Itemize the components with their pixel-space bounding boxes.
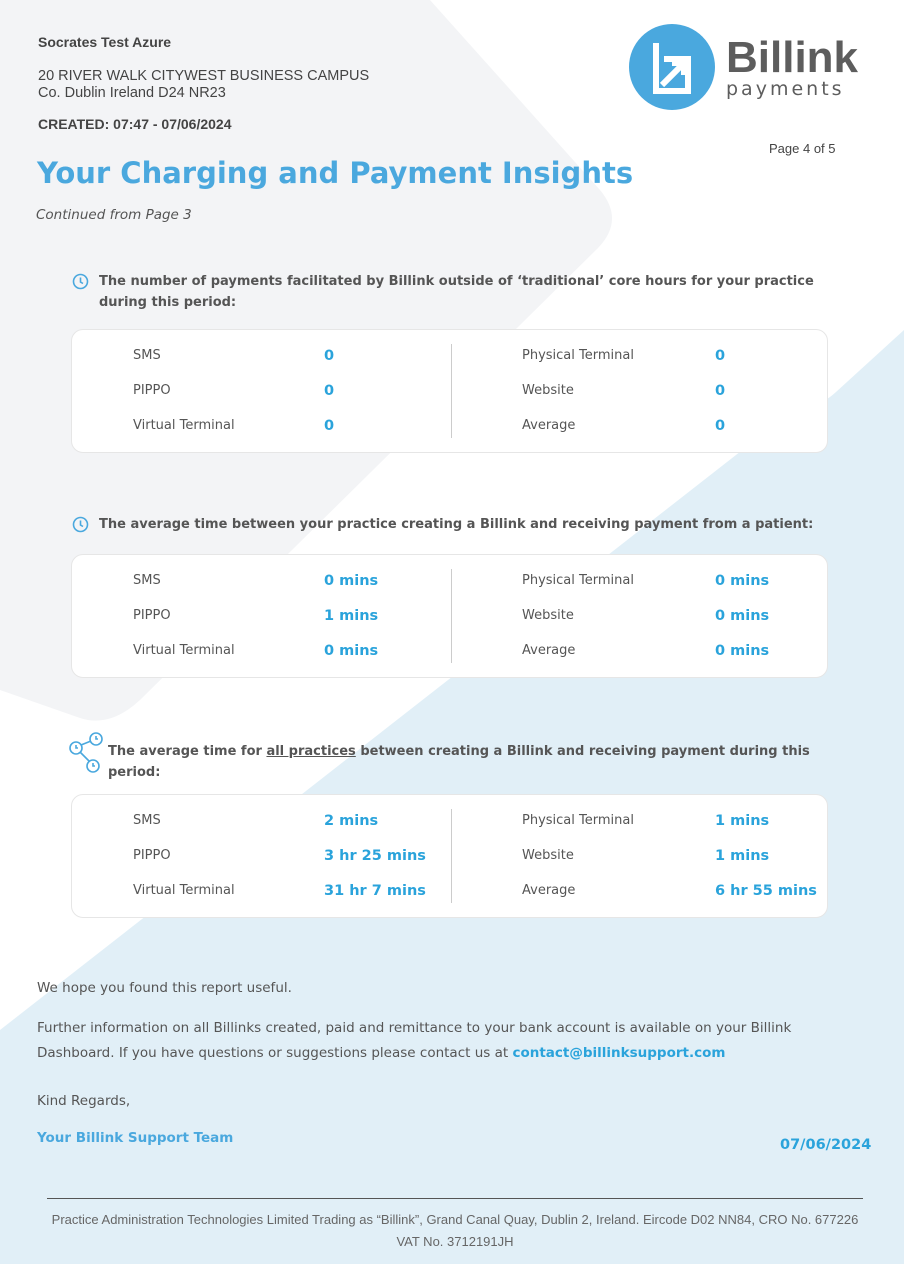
stats-card-2: [71, 554, 828, 678]
stat-value: 1 mins: [715, 848, 770, 864]
section-3-question: [68, 739, 828, 783]
clock-icon: [72, 516, 89, 533]
stat-label: Physical Terminal: [522, 573, 634, 588]
question-text: The number of payments facilitated by Billink outside of ‘traditional’ core hours for your practice during this period:: [99, 274, 814, 310]
stat-label: Average: [522, 883, 576, 898]
created-date: CREATED: 07:47 - 07/06/2024: [38, 116, 232, 132]
stat-label: SMS: [133, 573, 161, 588]
footer: Practice Administration Technologies Limited Trading as “Billink”, Grand Canal Quay, Dublin 2, Ireland. Eircode D02 NN84, CRO No. 677226 VAT No. 3712191JH: [47, 1198, 863, 1253]
stat-value: 3 hr 25 mins: [324, 848, 426, 864]
section-2-question: [72, 514, 832, 535]
stat-label: Website: [522, 848, 574, 863]
stat-label: Website: [522, 608, 574, 623]
stat-value: 0: [324, 418, 335, 434]
stat-label: Physical Terminal: [522, 813, 634, 828]
closing-info: Further information on all Billinks created, paid and remittance to your bank account is available on your Billink Dashboard. If you have questions or suggestions please contact us at contact@billinksupport.com: [37, 1020, 792, 1061]
stat-label: Average: [522, 643, 576, 658]
column-divider: [451, 809, 452, 903]
column-divider: [451, 569, 452, 663]
stat-label: SMS: [133, 348, 161, 363]
stat-label: PIPPO: [133, 848, 171, 863]
signature-date: 07/06/2024: [780, 1137, 872, 1153]
stat-label: Virtual Terminal: [133, 418, 235, 433]
logo-text: Billink: [726, 32, 859, 82]
stat-label: PIPPO: [133, 608, 171, 623]
column-divider: [451, 344, 452, 438]
stat-value: 0: [715, 348, 726, 364]
stat-label: Website: [522, 383, 574, 398]
question-text: The average time between your practice creating a Billink and receiving payment from a patient:: [99, 517, 814, 532]
company-name: Socrates Test Azure: [38, 34, 172, 50]
continued-note: Continued from Page 3: [36, 207, 192, 223]
stat-value: 0 mins: [324, 643, 379, 659]
address-line-2: Co. Dublin Ireland D24 NR23: [38, 85, 226, 101]
stat-value: 0: [715, 383, 726, 399]
page-title: Your Charging and Payment Insights: [37, 156, 634, 190]
stat-value: 31 hr 7 mins: [324, 883, 426, 899]
stat-value: 0: [324, 383, 335, 399]
stat-label: Average: [522, 418, 576, 433]
stat-value: 0 mins: [715, 643, 770, 659]
kind-regards: Kind Regards,: [37, 1093, 131, 1109]
section-1-question: [72, 271, 832, 313]
stat-value: 0 mins: [324, 573, 379, 589]
page-number: Page 4 of 5: [769, 141, 836, 156]
billink-logo-icon: [628, 23, 716, 111]
stat-value: 6 hr 55 mins: [715, 883, 817, 899]
clock-icon: [72, 273, 89, 290]
address-line-1: 20 RIVER WALK CITYWEST BUSINESS CAMPUS: [38, 68, 370, 84]
stat-label: Virtual Terminal: [133, 643, 235, 658]
logo-subtext: payments: [726, 77, 845, 100]
address: [38, 68, 369, 102]
stat-value: 0: [715, 418, 726, 434]
question-text: The average time for all practices between creating a Billink and receiving payment during this period:: [108, 744, 810, 780]
stat-value: 1 mins: [324, 608, 379, 624]
stat-value: 2 mins: [324, 813, 379, 829]
stat-label: Virtual Terminal: [133, 883, 235, 898]
billink-logo: [628, 23, 858, 111]
support-email-link[interactable]: contact@billinksupport.com: [512, 1045, 726, 1061]
stat-value: 0 mins: [715, 608, 770, 624]
support-team: Your Billink Support Team: [37, 1130, 234, 1146]
stat-value: 0: [324, 348, 335, 364]
stat-value: 1 mins: [715, 813, 770, 829]
stat-label: Physical Terminal: [522, 348, 634, 363]
stats-card-1: [71, 329, 828, 453]
closing-hope: We hope you found this report useful.: [37, 980, 292, 996]
stat-label: PIPPO: [133, 383, 171, 398]
stat-label: SMS: [133, 813, 161, 828]
stats-card-3: [71, 794, 828, 918]
multi-clock-icon: [68, 731, 104, 775]
stat-value: 0 mins: [715, 573, 770, 589]
